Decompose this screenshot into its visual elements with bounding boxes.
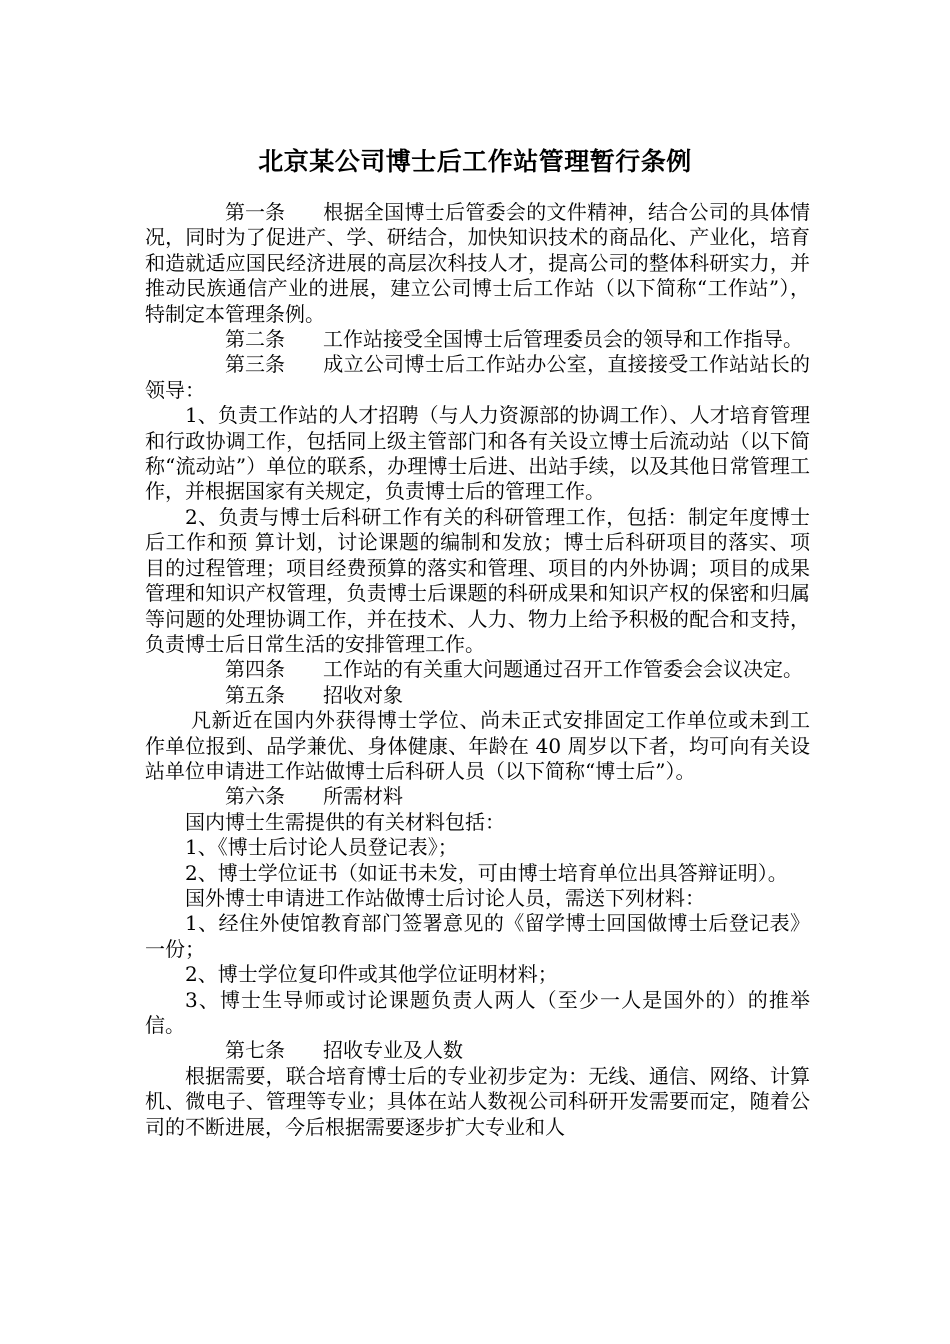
article-text: 工作站接受全国博士后管理委员会的领导和工作指导。 <box>323 327 803 352</box>
paragraph-text: 国外博士申请进工作站做博士后讨论人员，需送下列材料： <box>185 885 705 910</box>
article-6-domestic-item-1 <box>145 835 810 860</box>
article-text: 招收专业及人数 <box>323 1038 463 1063</box>
article-2 <box>145 327 810 352</box>
article-7-body <box>145 1064 810 1140</box>
article-3-item-1 <box>145 403 810 505</box>
article-4 <box>145 657 810 682</box>
article-text: 所需材料 <box>323 784 403 809</box>
article-text: 招收对象 <box>323 682 403 707</box>
article-label: 第五条 <box>225 682 285 707</box>
paragraph-text: 3、博士生导师或讨论课题负责人两人（至少一人是国外的）的推举信。 <box>145 987 810 1037</box>
article-text: 工作站的有关重大问题通过召开工作管委会会议决定。 <box>323 657 803 682</box>
article-6 <box>145 784 810 809</box>
article-6-domestic <box>145 810 810 835</box>
article-3 <box>145 352 810 403</box>
paragraph-text: 2、负责与博士后科研工作有关的科研管理工作，包括：制定年度博士后工作和预 算计划，讨论课题的编制和发放；博士后科研项目的落实、项目的过程管理；项目经费预算的落实和管理、项目的内外协调；项目的成果管理和知识产权管理，负责博士后课题的科研成果和知识产权的保密和归属等问题的处理协调工作，并在技术、人力、物力上给予积极的配合和支持，负责博士后日常生活的安排管理工作。 <box>145 504 810 656</box>
article-5 <box>145 683 810 708</box>
article-7 <box>145 1038 810 1063</box>
document-title: 北京某公司博士后工作站管理暂行条例 <box>258 147 692 176</box>
article-5-body <box>145 708 810 784</box>
document-body <box>145 200 810 1140</box>
paragraph-text: 1、经住外使馆教育部门签署意见的《留学博士回国做博士后登记表》一份； <box>145 911 810 961</box>
paragraph-text: 国内博士生需提供的有关材料包括： <box>185 809 505 834</box>
paragraph-text: 1、《博士后讨论人员登记表》； <box>185 835 458 860</box>
article-6-foreign <box>145 886 810 911</box>
article-6-domestic-item-2 <box>145 861 810 886</box>
article-6-foreign-item-2 <box>145 962 810 987</box>
paragraph-text: 凡新近在国内外获得博士学位、尚未正式安排固定工作单位或未到工作单位报到、品学兼优、身体健康、年龄在 40 周岁以下者，均可向有关设站单位申请进工作站做博士后科研人员（以下简称“博士后”）。 <box>145 708 810 783</box>
paragraph-text: 1、负责工作站的人才招聘（与人力资源部的协调工作）、人才培育管理和行政协调工作，包括同上级主管部门和各有关设立博士后流动站（以下简称“流动站”）单位的联系，办理博士后进、出站手续，以及其他日常管理工作，并根据国家有关规定，负责博士后的管理工作。 <box>145 403 810 504</box>
article-1 <box>145 200 810 327</box>
article-6-foreign-item-1 <box>145 911 810 962</box>
paragraph-text: 2、博士学位证书（如证书未发，可由博士培育单位出具答辩证明）。 <box>185 860 788 885</box>
article-label: 第七条 <box>225 1038 285 1063</box>
article-label: 第一条 <box>225 200 285 224</box>
article-label: 第三条 <box>225 352 285 377</box>
paragraph-text: 根据需要，联合培育博士后的专业初步定为：无线、通信、网络、计算机、微电子、管理等专业；具体在站人数视公司科研开发需要而定，随着公司的不断进展，今后根据需要逐步扩大专业和人 <box>145 1063 810 1139</box>
article-label: 第四条 <box>225 657 285 682</box>
article-3-item-2 <box>145 505 810 657</box>
article-label: 第二条 <box>225 327 285 352</box>
article-text: 根据全国博士后管委会的文件精神，结合公司的具体情况，同时为了促进产、学、研结合，加快知识技术的商品化、产业化，培育和造就适应国民经济进展的高层次科技人才，提高公司的整体科研实力，并推动民族通信产业的进展，建立公司博士后工作站（以下简称“工作站”），特制定本管理条例。 <box>145 200 810 326</box>
article-6-foreign-item-3 <box>145 988 810 1039</box>
article-text: 成立公司博士后工作站办公室，直接接受工作站站长的领导： <box>145 352 810 402</box>
article-label: 第六条 <box>225 784 285 809</box>
paragraph-text: 2、博士学位复印件或其他学位证明材料； <box>185 962 558 987</box>
